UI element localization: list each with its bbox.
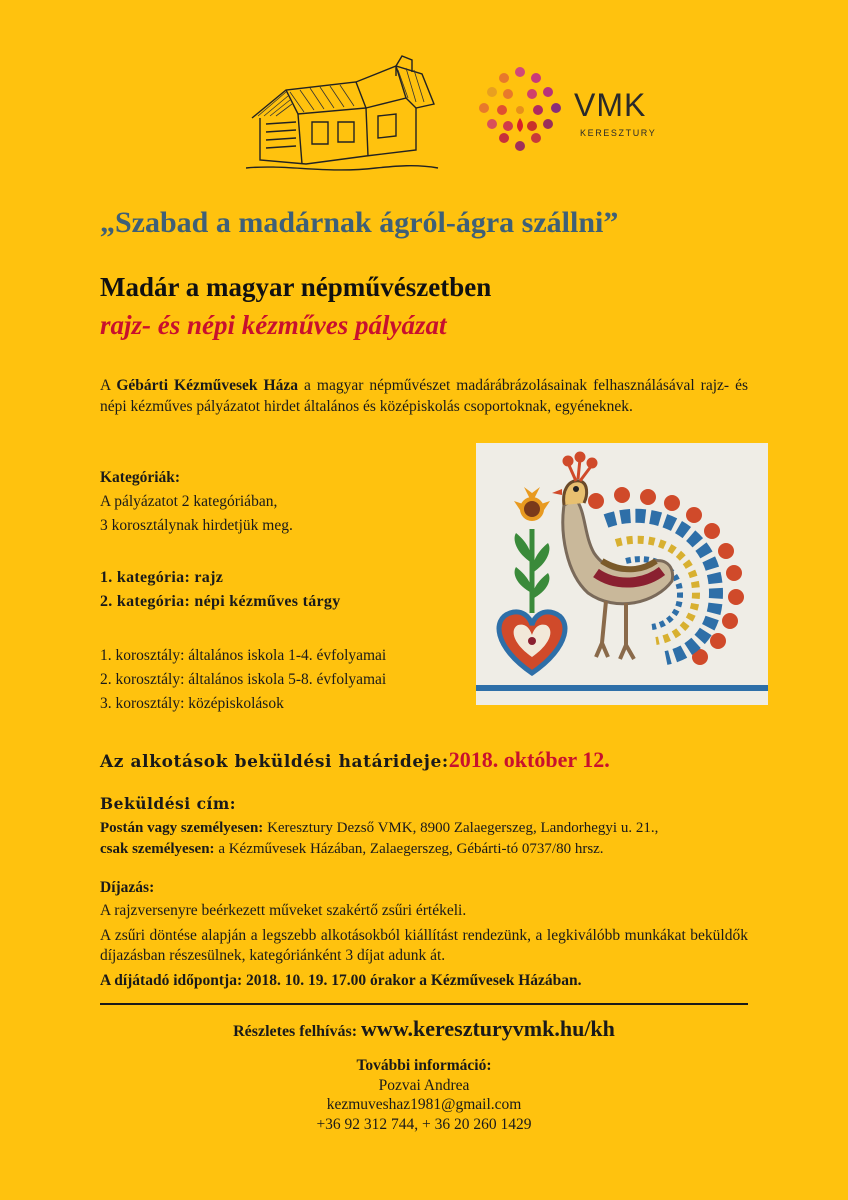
intro-organization: Gébárti Kézművesek Háza [116, 377, 298, 394]
categories-description [100, 490, 293, 538]
details-label: Részletes felhívás: [233, 1023, 362, 1040]
categories-line: 3 korosztálynak hirdetjük meg. [100, 517, 293, 534]
age-group-item: 2. korosztály: általános iskola 5-8. évfolyamai [100, 671, 387, 688]
category-list [100, 566, 341, 614]
prize-paragraph: A rajzversenyre beérkezett műveket szakértő zsűri értékeli. [100, 902, 467, 919]
vmk-logo-text: VMK [574, 87, 647, 123]
categories-line: A pályázatot 2 kategóriában, [100, 493, 278, 510]
embroidered-bird-picture [476, 443, 768, 705]
contact-phones: +36 92 312 744, + 36 20 260 1429 [316, 1115, 532, 1133]
address-post-label: Postán vagy személyesen: [100, 820, 264, 836]
category-item: 1. kategória: rajz [100, 569, 224, 586]
details-line [0, 1016, 848, 1042]
address-personal-label: csak személyesen: [100, 841, 215, 857]
intro-prefix: A [100, 377, 117, 394]
prize-ceremony: A díjátadó időpontja: 2018. 10. 19. 17.00 órakor a Kézművesek Házában. [100, 972, 582, 989]
prize-paragraph: A zsűri döntése alapján a legszebb alkotásokból kiállítást rendezünk, a legkiválóbb munkákat beküldők díjazásban részesülnek, kategóriánként 3 díjat adunk át. [100, 927, 748, 964]
address-personal-text: a Kézművesek Házában, Zalaegerszeg, Gébárti-tó 0737/80 hrsz. [214, 841, 604, 857]
age-group-list [100, 644, 386, 716]
address-post-line [100, 818, 748, 839]
divider [100, 1003, 748, 1005]
age-group-item: 1. korosztály: általános iskola 1-4. évfolyamai [100, 647, 387, 664]
contact-email[interactable]: kezmuveshaz1981@gmail.com [326, 1096, 522, 1113]
prize-heading: Díjazás: [100, 879, 155, 896]
vmk-logo-subtext: KERESZTURY [580, 128, 657, 138]
categories-heading: Kategóriák: [100, 469, 181, 486]
intro-text: a magyar népművészet madárábrázolásainak felhasználásával rajz- és népi kézműves pályázatot hirdet általános és középiskolás csoportoknak, egyéneknek. [100, 377, 748, 415]
age-group-item: 3. korosztály: középiskolások [100, 695, 284, 712]
deadline [100, 747, 610, 773]
deadline-date: 2018. október 12. [448, 747, 610, 772]
page-title: Madár a magyar népművészetben [100, 272, 492, 302]
page-subtitle: rajz- és népi kézműves pályázat [100, 310, 447, 340]
quote-heading: „Szabad a madárnak ágról-ágra szállni” [100, 206, 619, 239]
contact-block [0, 1056, 848, 1134]
address-heading: Beküldési cím: [100, 794, 237, 813]
details-url-link[interactable]: www.kereszturyvmk.hu/kh [361, 1016, 615, 1041]
intro-paragraph [100, 375, 748, 417]
address-block [100, 818, 748, 860]
contact-heading: További információ: [356, 1057, 492, 1074]
address-personal-line [100, 839, 748, 860]
deadline-label: Az alkotások beküldési határideje: [100, 752, 449, 772]
contact-name: Pozvai Andrea [378, 1076, 470, 1094]
category-item: 2. kategória: népi kézműves tárgy [100, 593, 341, 610]
thatched-house-sketch-icon [246, 52, 442, 182]
address-post-text: Keresztury Dezső VMK, 8900 Zalaegerszeg, Landorhegyi u. 21., [263, 820, 659, 836]
prize-block [100, 901, 748, 996]
vmk-keresztury-logo [474, 64, 684, 164]
